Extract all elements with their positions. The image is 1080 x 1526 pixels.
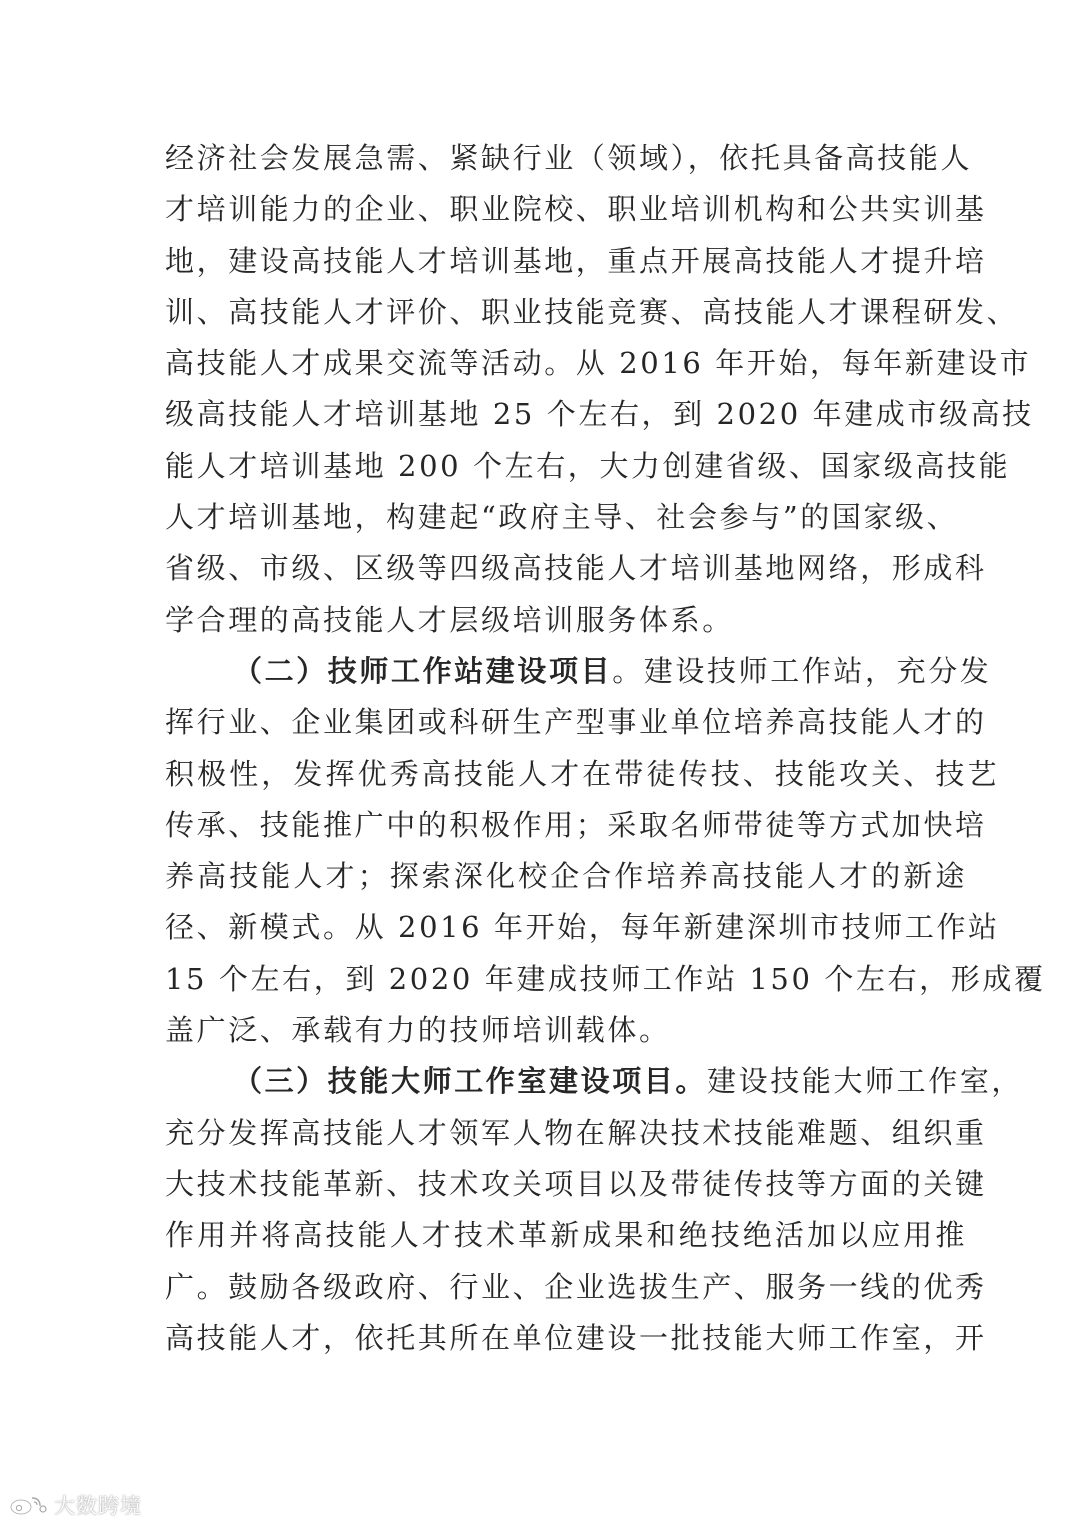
text-line: 人才培训基地，构建起“政府主导、社会参与”的国家级、	[165, 500, 959, 535]
section-2-first-line	[165, 646, 992, 697]
section-3-first-line-text: 建设技能大师工作室，	[707, 1064, 1024, 1099]
text-line: 能人才培训基地 200 个左右，大力创建省级、国家级高技能	[165, 448, 1011, 483]
section-3-first-line	[165, 1056, 1024, 1107]
text-line: 养高技能人才；探索深化校企合作培养高技能人才的新途	[165, 859, 968, 894]
text-line: 省级、市级、区级等四级高技能人才培训基地网络，形成科	[165, 551, 987, 586]
text-line: 经济社会发展急需、紧缺行业（领域），依托具备高技能人	[165, 141, 973, 175]
text-line: 广。鼓励各级政府、行业、企业选拔生产、服务一线的优秀	[165, 1269, 987, 1304]
section-2-heading: （二）技师工作站建设项目	[233, 653, 613, 688]
text-line: 传承、技能推广中的积极作用；采取名师带徒等方式加快培	[165, 807, 987, 842]
text-line: 学合理的高技能人才层级培训服务体系。	[165, 602, 734, 637]
text-line: 作用并将高技能人才技术革新成果和绝技绝活加以应用推	[165, 1218, 968, 1253]
text-line: 地，建设高技能人才培训基地，重点开展高技能人才提升培	[165, 243, 987, 278]
text-line: 级高技能人才培训基地 25 个左右，到 2020 年建成市级高技	[165, 397, 1034, 432]
text-line: 大技术技能革新、技术攻关项目以及带徒传技等方面的关键	[165, 1166, 987, 1201]
text-line: 径、新模式。从 2016 年开始，每年新建深圳市技师工作站	[165, 910, 1000, 945]
text-line: 训、高技能人才评价、职业技能竞赛、高技能人才课程研发、	[165, 294, 1019, 329]
watermark-text: 大数跨境	[54, 1494, 142, 1518]
text-line: 挥行业、企业集团或科研生产型事业单位培养高技能人才的	[165, 705, 987, 740]
watermark	[8, 1492, 142, 1518]
text-line: 15 个左右，到 2020 年建成技师工作站 150 个左右，形成覆	[165, 961, 1046, 996]
document-body	[165, 133, 1046, 1364]
text-line: 才培训能力的企业、职业院校、职业培训机构和公共实训基	[165, 192, 987, 227]
text-line: 盖广泛、承载有力的技师培训载体。	[165, 1013, 671, 1048]
text-line: 积极性，发挥优秀高技能人才在带徒传技、技能攻关、技艺	[165, 756, 1000, 791]
text-line: 充分发挥高技能人才领军人物在解决技术技能难题、组织重	[165, 1115, 987, 1150]
section-2-first-line-text: 。建设技师工作站，充分发	[612, 653, 992, 688]
text-line: 高技能人才，依托其所在单位建设一批技能大师工作室，开	[165, 1320, 987, 1355]
text-line: 高技能人才成果交流等活动。从 2016 年开始，每年新建设市	[165, 346, 1032, 381]
section-3-heading: （三）技能大师工作室建设项目。	[233, 1064, 708, 1099]
weibo-style-logo-icon	[8, 1494, 48, 1516]
